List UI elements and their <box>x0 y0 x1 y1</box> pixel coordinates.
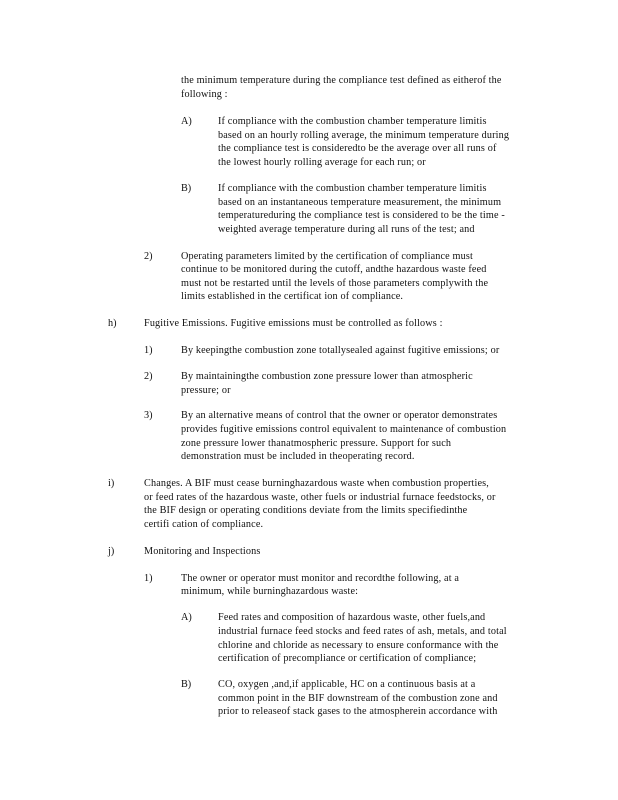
item-j1B-line-2: common point in the BIF downstream of the combustion zone and <box>218 693 498 704</box>
item-j1A-line-3: chlorine and chloride as necessary to ensure conformance with the <box>218 640 499 651</box>
item-B-line-1: If compliance with the combustion chamber temperature limitis <box>218 183 487 194</box>
item-2-line-1: Operating parameters limited by the certification of compliance must <box>181 251 473 262</box>
section-label-j: j) <box>108 546 115 557</box>
item-h3-line-3: zone pressure lower thanatmospheric pressure. Support for such <box>181 438 452 449</box>
item-2-line-4: limits established in the certificat ion of compliance. <box>181 291 404 302</box>
item-B-line-3: temperatureduring the compliance test is considered to be the time - <box>218 210 505 221</box>
item-j1B-line-1: CO, oxygen ,and,if applicable, HC on a continuous basis at a <box>218 679 476 690</box>
item-h3-line-1: By an alternative means of control that the owner or operator demonstrates <box>181 410 498 421</box>
item-j1A-line-2: industrial furnace feed stocks and feed rates of ash, metals, and total <box>218 626 507 637</box>
item-label-2: 2) <box>144 251 153 262</box>
item-label-h3: 3) <box>144 410 153 421</box>
item-j1A-line-4: certification of precompliance or certification of compliance; <box>218 653 477 664</box>
item-j1-line-2: minimum, while burninghazardous waste: <box>181 586 359 597</box>
intro-line-1: the minimum temperature during the compliance test defined as eitherof the <box>181 75 502 86</box>
item-label-j1B: B) <box>181 679 192 690</box>
item-label-j1A: A) <box>181 612 192 623</box>
item-B-line-4: weighted average temperature during all runs of the test; and <box>218 224 475 235</box>
section-i-line-3: the BIF design or operating conditions deviate from the limits specifiedinthe <box>144 505 468 516</box>
item-A-line-3: the compliance test is consideredto be the average over all runs of <box>218 143 497 154</box>
item-A-line-4: the lowest hourly rolling average for each run; or <box>218 157 426 168</box>
section-h-line-1: Fugitive Emissions. Fugitive emissions must be controlled as follows : <box>144 318 443 329</box>
item-label-A: A) <box>181 116 192 127</box>
item-A-line-2: based on an hourly rolling average, the minimum temperature during <box>218 130 510 141</box>
item-label-j1: 1) <box>144 573 153 584</box>
item-j1B-line-3: prior to releaseof stack gases to the atmospherein accordance with <box>218 706 498 717</box>
item-h2-line-1: By maintainingthe combustion zone pressure lower than atmospheric <box>181 371 473 382</box>
item-h2-line-2: pressure; or <box>181 385 231 396</box>
section-i-line-4: certifi cation of compliance. <box>144 519 264 530</box>
item-h1-line-1: By keepingthe combustion zone totallysealed against fugitive emissions; or <box>181 345 500 356</box>
section-i-line-1: Changes. A BIF must cease burninghazardous waste when combustion properties, <box>144 478 489 489</box>
intro-line-2: following : <box>181 89 228 100</box>
item-j1-line-1: The owner or operator must monitor and recordthe following, at a <box>181 573 460 584</box>
section-j-line-1: Monitoring and Inspections <box>144 546 261 557</box>
item-B-line-2: based on an instantaneous temperature measurement, the minimum <box>218 197 502 208</box>
section-label-i: i) <box>108 478 115 489</box>
item-2-line-3: must not be restarted until the levels of those parameters complywith the <box>181 278 489 289</box>
item-h3-line-4: demonstration must be included in theoperating record. <box>181 451 415 462</box>
item-label-h1: 1) <box>144 345 153 356</box>
item-2-line-2: continue to be monitored during the cutoff, andthe hazardous waste feed <box>181 264 487 275</box>
item-label-h2: 2) <box>144 371 153 382</box>
item-j1A-line-1: Feed rates and composition of hazardous waste, other fuels,and <box>218 612 486 623</box>
item-A-line-1: If compliance with the combustion chamber temperature limitis <box>218 116 487 127</box>
item-h3-line-2: provides fugitive emissions control equivalent to maintenance of combustion <box>181 424 507 435</box>
section-label-h: h) <box>108 318 117 329</box>
section-i-line-2: or feed rates of the hazardous waste, other fuels or industrial furnace feedstocks, or <box>144 492 496 503</box>
item-label-B: B) <box>181 183 192 194</box>
